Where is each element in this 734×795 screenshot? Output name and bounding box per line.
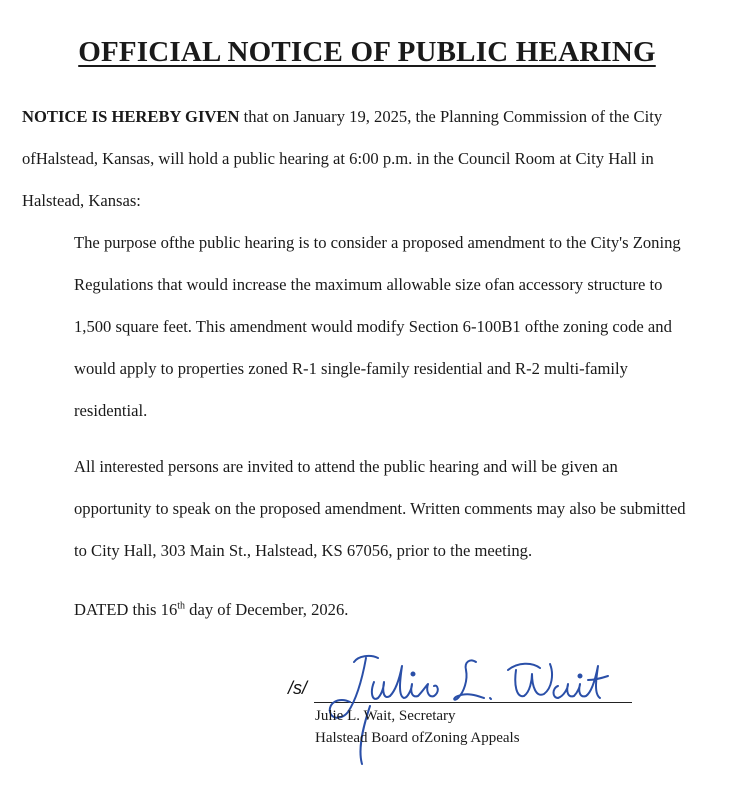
dated-line bbox=[74, 589, 694, 631]
invitation-paragraph: All interested persons are invited to attend the public hearing and will be given an opportunity to speak on the proposed amendment. Written comments may also be submitted to City Hall, 303 Main St., Halstead, KS 67056, prior to the meeting. bbox=[74, 457, 686, 560]
notice-title bbox=[0, 36, 734, 69]
signature-block bbox=[288, 640, 648, 790]
dated-rest: day of December, 2026. bbox=[185, 600, 349, 619]
signer-name-title: Julie L. Wait, Secretary bbox=[315, 708, 456, 724]
purpose-paragraph: The purpose ofthe public hearing is to consider a proposed amendment to the City's Zoning Regulations that would increase the maximum allowable size ofan accessory structure to 1,500 square feet. This amendment would modify Section 6-100B1 ofthe zoning code and would apply to properties zoned R-1 single-family residential and R-2 multi-family residential. bbox=[74, 233, 681, 420]
dated-prefix: DATED this 16 bbox=[74, 600, 178, 619]
signer-board: Halstead Board ofZoning Appeals bbox=[315, 730, 520, 746]
notice-title-text: OFFICIAL NOTICE OF PUBLIC HEARING bbox=[78, 36, 656, 68]
intro-text: that on January 19, 2025, the Planning Commission of the City ofHalstead, Kansas, will hold a public hearing at 6:00 p.m. in the Council Room at City Hall in Halstead, Kansas: bbox=[22, 107, 663, 210]
dated-ordinal-suffix: th bbox=[177, 600, 186, 612]
signature-prefix: /s/ bbox=[288, 678, 308, 698]
intro-paragraph bbox=[22, 96, 702, 222]
intro-lead: NOTICE IS HEREBY GIVEN bbox=[22, 107, 240, 126]
